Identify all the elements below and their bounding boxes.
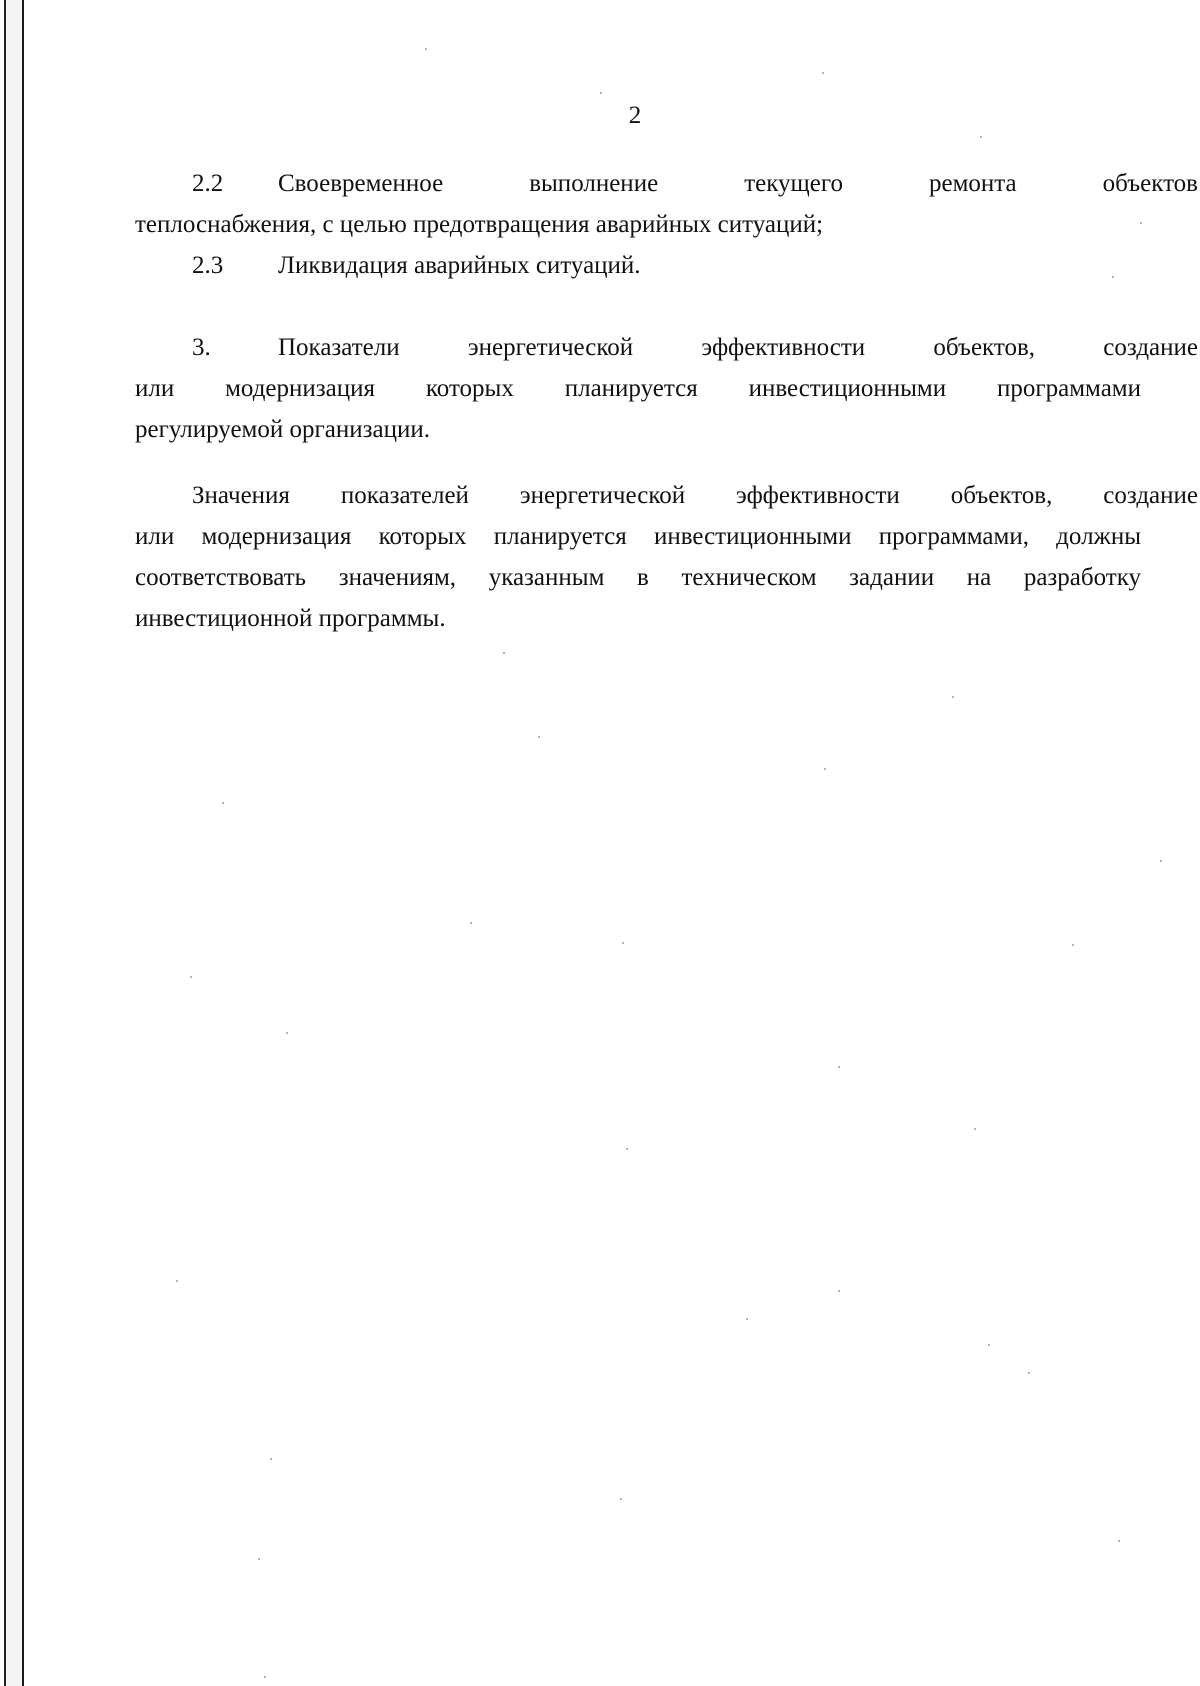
scan-speck bbox=[1072, 944, 1074, 946]
scan-speck bbox=[286, 1032, 288, 1034]
scan-speck bbox=[622, 942, 624, 944]
scan-speck bbox=[822, 72, 824, 74]
scan-speck bbox=[620, 1498, 622, 1500]
scan-speck bbox=[1160, 860, 1162, 862]
section-3-line-3: регулируемой организации. bbox=[135, 416, 430, 443]
item-2-2-text-line-1: Своевременное выполнение текущего ремонта объектов bbox=[278, 170, 1198, 197]
scan-speck bbox=[838, 1290, 840, 1292]
item-2-2-number: 2.2 bbox=[192, 170, 224, 197]
scan-speck bbox=[1118, 1540, 1120, 1542]
paragraph-line-1: Значения показателей энергетической эффективности объектов, создание bbox=[192, 482, 1198, 509]
paragraph-line-4: инвестиционной программы. bbox=[135, 605, 446, 632]
scan-edge-line bbox=[4, 0, 6, 1686]
section-3-line-2: или модернизация которых планируется инвестиционными программами bbox=[135, 375, 1141, 402]
scan-speck bbox=[626, 1148, 628, 1150]
scan-speck bbox=[1112, 276, 1114, 278]
scan-speck bbox=[190, 976, 192, 978]
scan-speck bbox=[222, 802, 224, 804]
scan-speck bbox=[425, 48, 427, 50]
scan-shadow bbox=[6, 0, 22, 1686]
item-2-2-line-2: теплоснабжения, с целью предотвращения аварийных ситуаций; bbox=[135, 211, 824, 238]
scan-speck bbox=[824, 768, 826, 770]
section-3-text-line-1: Показатели энергетической эффективности объектов, создание bbox=[278, 334, 1198, 361]
scan-speck bbox=[270, 1458, 272, 1460]
scan-speck bbox=[974, 1128, 976, 1130]
scan-speck bbox=[264, 1676, 266, 1678]
page-number: 2 bbox=[628, 102, 642, 129]
scan-speck bbox=[503, 652, 505, 654]
scan-speck bbox=[1028, 1372, 1030, 1374]
scan-speck bbox=[258, 1558, 260, 1560]
item-2-3-number: 2.3 bbox=[192, 252, 224, 279]
item-2-3 bbox=[135, 245, 1198, 286]
scan-speck bbox=[838, 1066, 840, 1068]
scan-speck bbox=[176, 1280, 178, 1282]
scan-speck bbox=[538, 736, 540, 738]
section-3-line-1 bbox=[135, 327, 1198, 368]
scan-speck bbox=[952, 696, 954, 698]
scan-speck bbox=[746, 1318, 748, 1320]
item-2-3-text: Ликвидация аварийных ситуаций. bbox=[278, 252, 641, 279]
scan-speck bbox=[600, 92, 602, 94]
scan-margin-line bbox=[22, 0, 24, 1686]
section-3-number: 3. bbox=[192, 334, 211, 361]
item-2-2-line-1 bbox=[135, 163, 1198, 204]
scan-speck bbox=[988, 1344, 990, 1346]
scan-speck bbox=[1140, 222, 1142, 224]
paragraph-line-2: или модернизация которых планируется инвестиционными программами, должны bbox=[135, 523, 1141, 550]
scan-speck bbox=[980, 136, 982, 138]
paragraph-line-3: соответствовать значениям, указанным в техническом задании на разработку bbox=[135, 564, 1141, 591]
scan-speck bbox=[470, 922, 472, 924]
